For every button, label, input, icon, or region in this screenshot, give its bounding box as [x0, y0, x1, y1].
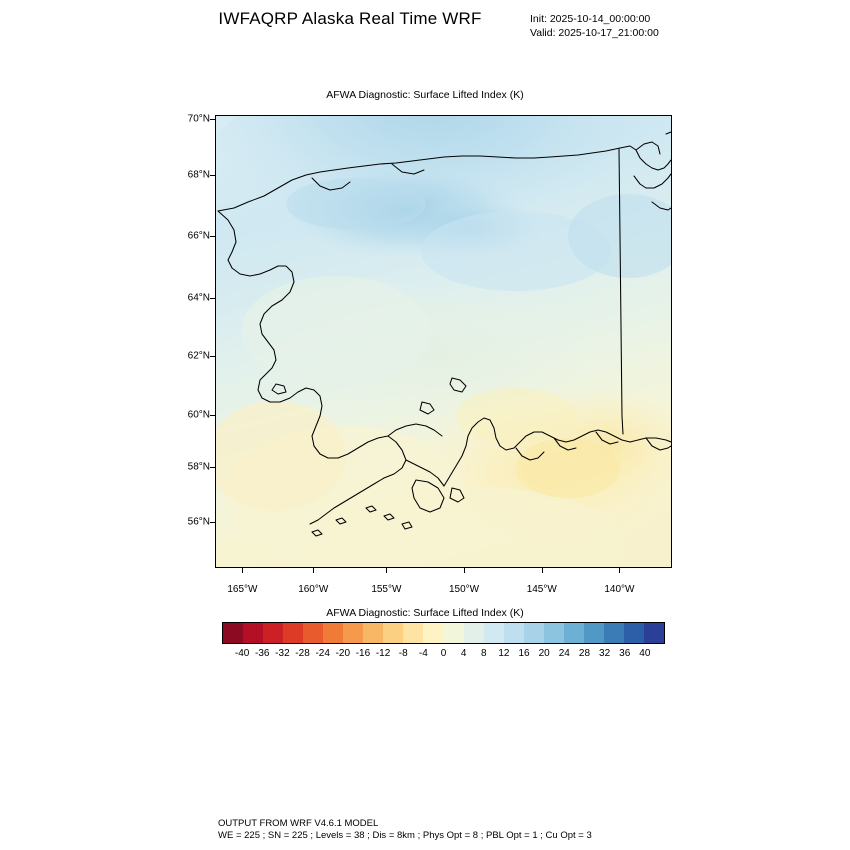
x-tick-label: 160°W — [298, 584, 329, 595]
colorbar-swatch[interactable] — [644, 623, 664, 643]
y-tick-label: 70°N — [187, 113, 210, 125]
x-tick-label: 140°W — [604, 584, 635, 595]
colorbar-tick-label: 20 — [538, 648, 550, 659]
y-tick-mark — [210, 236, 215, 237]
colorbar-swatch[interactable] — [283, 623, 303, 643]
y-tick-label: 62°N — [187, 350, 210, 362]
colorbar-swatch[interactable] — [464, 623, 484, 643]
x-axis-labels — [215, 584, 672, 600]
colorbar-tick-label: -4 — [418, 648, 428, 659]
x-tick-mark — [619, 568, 620, 573]
x-tick-mark — [386, 568, 387, 573]
map-field-svg — [216, 116, 671, 567]
colorbar-tick-label: -8 — [398, 648, 408, 659]
colorbar-swatch[interactable] — [564, 623, 584, 643]
init-time-label: Init: 2025-10-14_00:00:00 — [530, 13, 651, 25]
colorbar-swatch[interactable] — [604, 623, 624, 643]
x-tick-mark — [464, 568, 465, 573]
y-tick-label: 66°N — [187, 230, 210, 242]
colorbar-tick-label: 36 — [619, 648, 631, 659]
colorbar-swatch[interactable] — [484, 623, 504, 643]
colorbar-tick-label: 24 — [558, 648, 570, 659]
colorbar-tick-label: 28 — [578, 648, 591, 659]
y-axis-labels — [160, 115, 210, 568]
colorbar-swatch[interactable] — [383, 623, 403, 643]
colorbar-tick-label: -12 — [375, 648, 391, 659]
colorbar-swatch[interactable] — [624, 623, 644, 643]
x-axis-ticks — [215, 568, 672, 574]
colorbar-swatch[interactable] — [544, 623, 564, 643]
colorbar-swatch[interactable] — [444, 623, 464, 643]
colorbar-tick-label: -24 — [315, 648, 330, 659]
footer-line-1: OUTPUT FROM WRF V4.6.1 MODEL — [218, 818, 379, 829]
y-tick-label: 64°N — [187, 292, 210, 304]
colorbar-tick-label: -40 — [234, 648, 250, 659]
model-output-footer — [218, 818, 592, 842]
colorbar-tick-label: 0 — [440, 648, 447, 659]
y-tick-mark — [210, 415, 215, 416]
y-tick-mark — [210, 119, 215, 120]
colorbar-swatch[interactable] — [584, 623, 604, 643]
colorbar-tick-label: -16 — [355, 648, 371, 659]
y-tick-mark — [210, 175, 215, 176]
colorbar-swatch[interactable] — [363, 623, 383, 643]
colorbar-tick-label: -32 — [275, 648, 290, 659]
map-plot-area[interactable] — [215, 115, 672, 568]
x-tick-label: 155°W — [371, 584, 402, 595]
plot-title: AFWA Diagnostic: Surface Lifted Index (K) — [326, 89, 524, 101]
colorbar-tick-label: 40 — [639, 648, 651, 659]
x-tick-mark — [242, 568, 243, 573]
x-tick-mark — [542, 568, 543, 573]
colorbar-swatch[interactable] — [263, 623, 283, 643]
colorbar-swatch[interactable] — [343, 623, 363, 643]
colorbar-swatch[interactable] — [524, 623, 544, 643]
footer-line-2: WE = 225 ; SN = 225 ; Levels = 38 ; Dis = 8km ; Phys Opt = 8 ; PBL Opt = 1 ; Cu Opt = 3 — [218, 830, 592, 841]
colorbar-tick-label: 32 — [599, 648, 611, 659]
colorbar-tick-label: -20 — [335, 648, 351, 659]
colorbar-tick-label: -28 — [295, 648, 310, 659]
colorbar-swatch[interactable] — [403, 623, 423, 643]
y-tick-label: 56°N — [187, 516, 210, 528]
y-tick-mark — [210, 356, 215, 357]
y-tick-label: 58°N — [187, 461, 210, 473]
colorbar-tick-label: 12 — [498, 648, 510, 659]
y-tick-mark — [210, 298, 215, 299]
colorbar-tick-labels — [222, 648, 665, 662]
colorbar-tick-label: 8 — [480, 648, 487, 659]
colorbar-swatch[interactable] — [323, 623, 343, 643]
colorbar-swatch[interactable] — [504, 623, 524, 643]
y-tick-mark — [210, 522, 215, 523]
x-tick-mark — [313, 568, 314, 573]
y-tick-mark — [210, 467, 215, 468]
colorbar[interactable] — [222, 622, 665, 644]
x-tick-label: 165°W — [227, 584, 258, 595]
y-tick-label: 60°N — [187, 409, 210, 421]
colorbar-tick-label: -36 — [255, 648, 270, 659]
colorbar-swatch[interactable] — [243, 623, 263, 643]
colorbar-swatch[interactable] — [423, 623, 443, 643]
colorbar-tick-label: 16 — [518, 648, 530, 659]
y-tick-label: 68°N — [187, 169, 210, 181]
colorbar-swatch[interactable] — [303, 623, 323, 643]
valid-time-label: Valid: 2025-10-17_21:00:00 — [530, 27, 659, 39]
colorbar-title: AFWA Diagnostic: Surface Lifted Index (K) — [326, 607, 524, 619]
colorbar-swatch[interactable] — [223, 623, 243, 643]
x-tick-label: 145°W — [526, 584, 557, 595]
colorbar-tick-label: 4 — [460, 648, 467, 659]
page-title: IWFAQRP Alaska Real Time WRF — [218, 9, 482, 28]
x-tick-label: 150°W — [449, 584, 480, 595]
